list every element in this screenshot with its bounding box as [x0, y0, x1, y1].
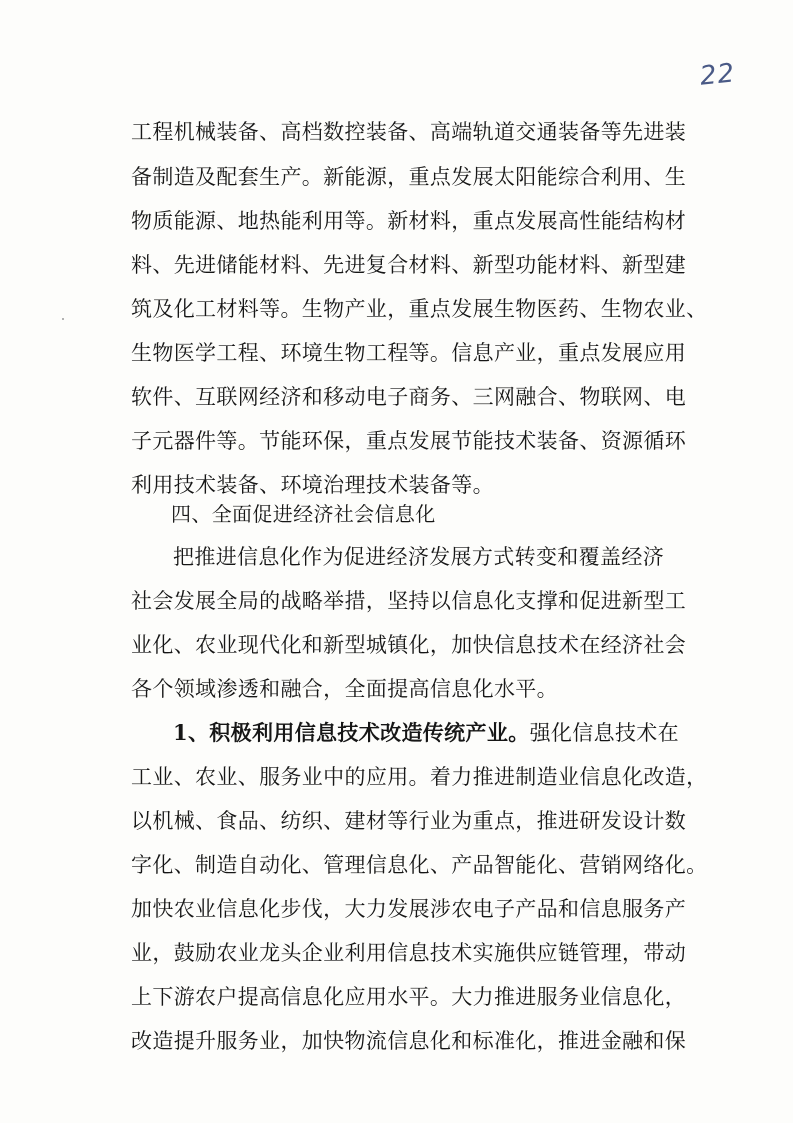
- paragraph1-line-5: 筑及化工材料等。生物产业，重点发展生物医药、生物农业、: [131, 297, 708, 321]
- paragraph1-line-7: 软件、互联网经济和移动电子商务、三网融合、物联网、电: [131, 385, 687, 409]
- paragraph2-line-4: 各个领域渗透和融合，全面提高信息化水平。: [131, 677, 558, 701]
- paragraph3-lead-rest: 强化信息技术在: [529, 721, 680, 745]
- paragraph2-line-1: 把推进信息化作为促进经济发展方式转变和覆盖经济: [173, 545, 665, 569]
- scan-speck: [62, 318, 64, 320]
- paragraph1-line-8: 子元器件等。节能环保，重点发展节能技术装备、资源循环: [131, 429, 687, 453]
- paragraph3-line-2: 工业、农业、服务业中的应用。着力推进制造业信息化改造，: [131, 765, 708, 789]
- paragraph1-line-2: 备制造及配套生产。新能源，重点发展太阳能综合利用、生: [131, 165, 687, 189]
- paragraph3-line-1: [173, 718, 679, 748]
- section-heading: 四、全面促进经济社会信息化: [171, 502, 436, 526]
- paragraph3-lead-bold: 1、积极利用信息技术改造传统产业。: [173, 720, 530, 745]
- paragraph3-line-4: 字化、制造自动化、管理信息化、产品智能化、营销网络化。: [131, 853, 708, 877]
- paragraph1-line-4: 料、先进储能材料、先进复合材料、新型功能材料、新型建: [131, 253, 687, 277]
- paragraph2-line-2: 社会发展全局的战略举措，坚持以信息化支撑和促进新型工: [131, 589, 687, 613]
- handwritten-page-number: 22: [698, 58, 737, 92]
- paragraph1-line-9: 利用技术装备、环境治理技术装备等。: [131, 473, 494, 497]
- paragraph3-line-5: 加快农业信息化步伐，大力发展涉农电子产品和信息服务产: [131, 897, 687, 921]
- paragraph1-line-6: 生物医学工程、环境生物工程等。信息产业，重点发展应用: [131, 341, 687, 365]
- paragraph1-line-3: 物质能源、地热能利用等。新材料，重点发展高性能结构材: [131, 209, 687, 233]
- paragraph1-line-1: 工程机械装备、高档数控装备、高端轨道交通装备等先进装: [131, 120, 687, 144]
- paragraph3-line-7: 上下游农户提高信息化应用水平。大力推进服务业信息化，: [131, 985, 687, 1009]
- paragraph2-line-3: 业化、农业现代化和新型城镇化，加快信息技术在经济社会: [131, 633, 687, 657]
- paragraph3-line-8: 改造提升服务业，加快物流信息化和标准化，推进金融和保: [131, 1029, 687, 1053]
- paragraph3-line-6: 业，鼓励农业龙头企业利用信息技术实施供应链管理，带动: [131, 941, 687, 965]
- paragraph3-line-3: 以机械、食品、纺织、建材等行业为重点，推进研发设计数: [131, 809, 687, 833]
